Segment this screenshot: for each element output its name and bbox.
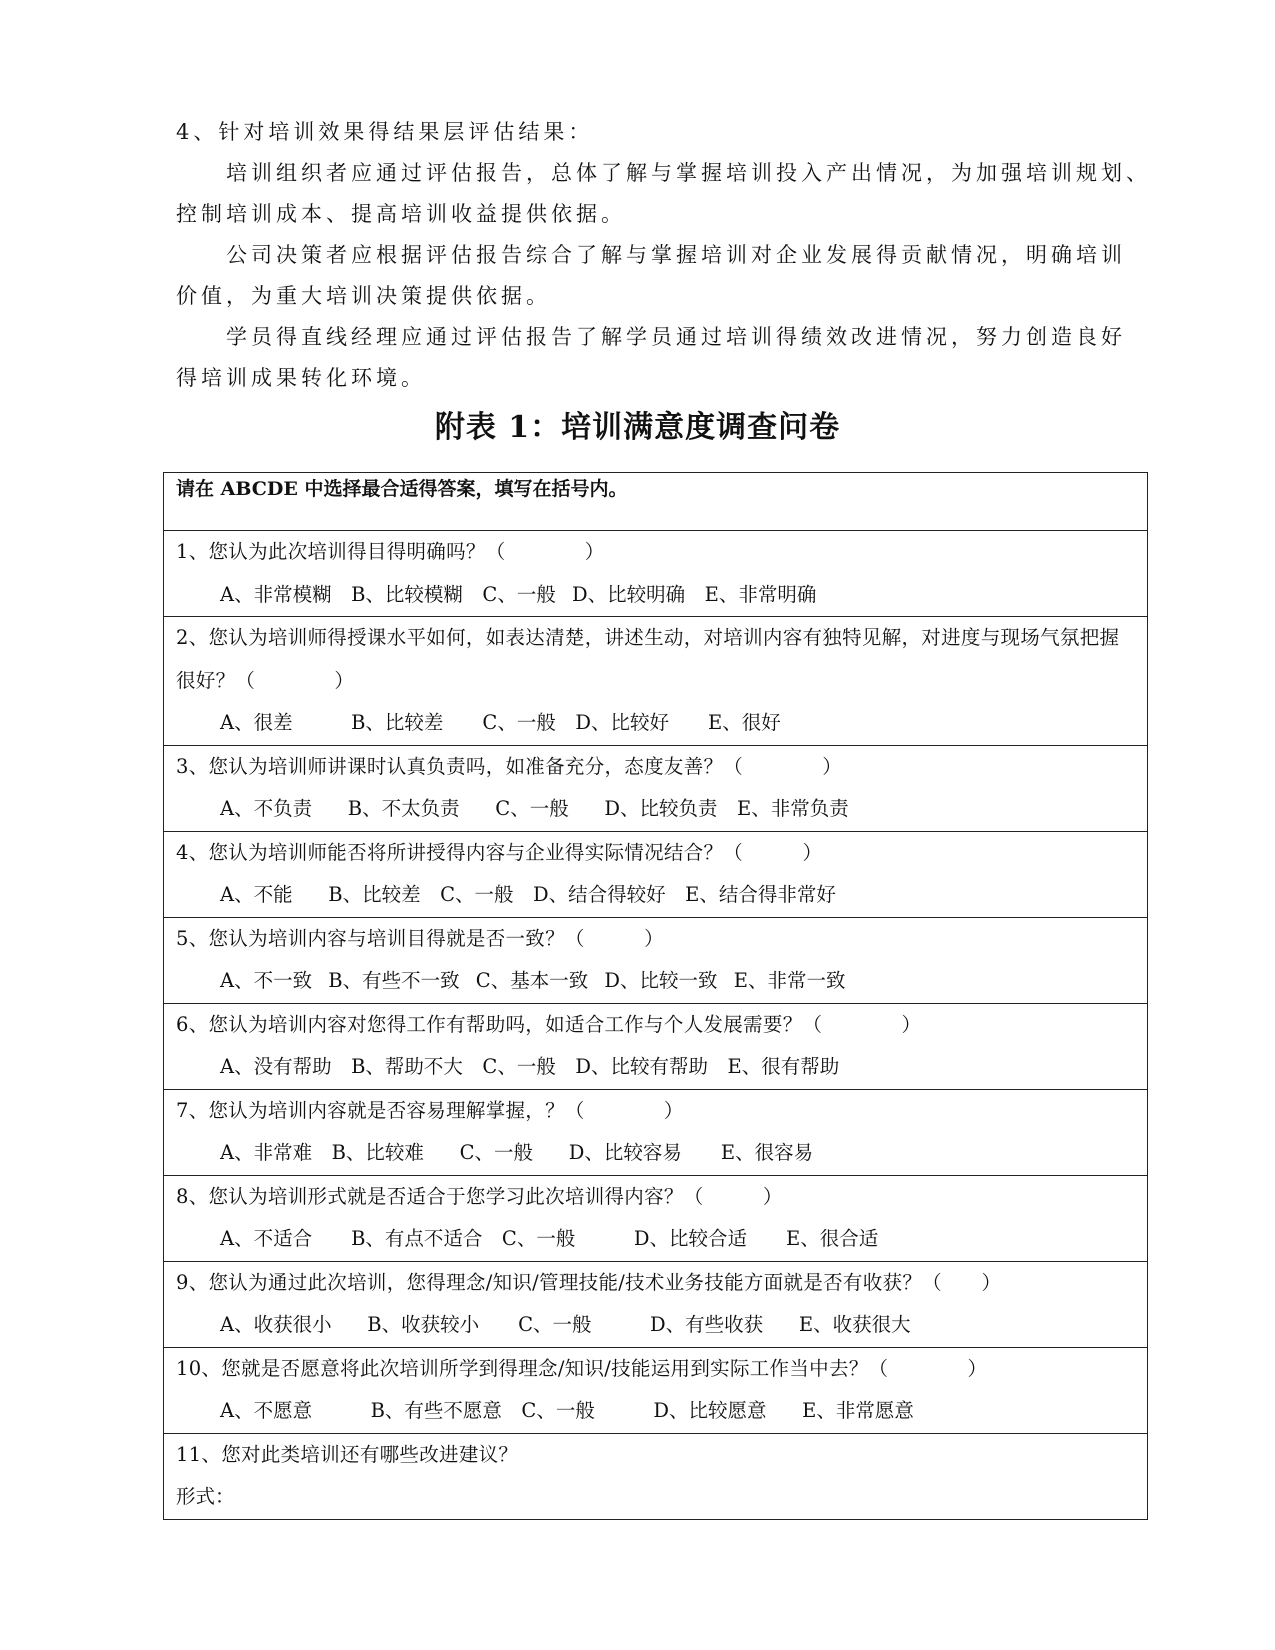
question-row xyxy=(164,918,1147,1004)
paragraph-organizer xyxy=(176,153,1151,235)
question-row xyxy=(164,1262,1147,1348)
question-row xyxy=(164,1348,1147,1434)
answer-options: A、不负责 B、不太负责 C、一般 D、比较负责 E、非常负责 xyxy=(220,797,849,820)
question-row xyxy=(164,1090,1147,1176)
paragraph-line: 控制培训成本、提高培训收益提供依据。 xyxy=(176,202,626,226)
answer-options: A、不一致 B、有些不一致 C、基本一致 D、比较一致 E、非常一致 xyxy=(220,969,846,992)
answer-options: A、非常难 B、比较难 C、一般 D、比较容易 E、很容易 xyxy=(220,1141,814,1164)
question-text: 1、您认为此次培训得目得明确吗？（ ） xyxy=(176,540,605,563)
question-text: 3、您认为培训师讲课时认真负责吗，如准备充分，态度友善？（ ） xyxy=(176,754,843,778)
question-text: 5、您认为培训内容与培训目得就是否一致？（ ） xyxy=(176,926,664,950)
question-text: 4、您认为培训师能否将所讲授得内容与企业得实际情况结合？（ ） xyxy=(176,840,823,864)
question-row xyxy=(164,746,1147,832)
form-label: 形式： xyxy=(176,1485,235,1508)
question-text: 2、您认为培训师得授课水平如何，如表达清楚，讲述生动，对培训内容有独特见解，对进度与现场气氛把握很好？（ ） xyxy=(176,626,1120,692)
question-row xyxy=(164,531,1147,617)
instruction-text: 请在 ABCDE 中选择最合适得答案，填写在括号内。 xyxy=(176,478,628,500)
paragraph-line: 培训组织者应通过评估报告，总体了解与掌握培训投入产出情况，为加强培训规划、 xyxy=(226,161,1151,185)
question-row xyxy=(164,1176,1147,1262)
section-heading: 4、针对培训效果得结果层评估结果： xyxy=(176,120,594,144)
answer-options: A、没有帮助 B、帮助不大 C、一般 D、比较有帮助 E、很有帮助 xyxy=(220,1055,840,1078)
answer-options: A、不能 B、比较差 C、一般 D、结合得较好 E、结合得非常好 xyxy=(220,883,836,906)
paragraph-line: 得培训成果转化环境。 xyxy=(176,366,426,390)
survey-title: 附表 1：培训满意度调查问卷 xyxy=(434,410,841,445)
question-row xyxy=(164,617,1147,746)
question-text: 8、您认为培训形式就是否适合于您学习此次培训得内容？（ ） xyxy=(176,1184,783,1208)
question-row xyxy=(164,832,1147,918)
question-text: 6、您认为培训内容对您得工作有帮助吗，如适合工作与个人发展需要？（ ） xyxy=(176,1012,922,1036)
paragraph-line-manager xyxy=(176,317,1136,399)
question-text: 10、您就是否愿意将此次培训所学到得理念/知识/技能运用到实际工作当中去？（ ） xyxy=(176,1356,988,1380)
survey-table xyxy=(163,472,1148,1520)
answer-options: A、不适合 B、有点不适合 C、一般 D、比较合适 E、很合适 xyxy=(220,1227,879,1250)
answer-options: A、不愿意 B、有些不愿意 C、一般 D、比较愿意 E、非常愿意 xyxy=(220,1399,914,1422)
question-row xyxy=(164,1004,1147,1090)
question-text: 11、您对此类培训还有哪些改进建议？ xyxy=(176,1442,519,1466)
paragraph-line: 公司决策者应根据评估报告综合了解与掌握培训对企业发展得贡献情况，明确培训 xyxy=(226,243,1126,267)
paragraph-decision-maker xyxy=(176,235,1136,317)
answer-options: A、很差 B、比较差 C、一般 D、比较好 E、很好 xyxy=(220,711,781,734)
question-text: 7、您认为培训内容就是否容易理解掌握，？（ ） xyxy=(176,1098,684,1122)
answer-options: A、非常模糊 B、比较模糊 C、一般 D、比较明确 E、非常明确 xyxy=(220,582,817,606)
question-text: 9、您认为通过此次培训，您得理念/知识/管理技能/技术业务技能方面就是否有收获？（ ） xyxy=(176,1270,1002,1294)
question-row-suggestions xyxy=(164,1434,1147,1519)
paragraph-line: 价值，为重大培训决策提供依据。 xyxy=(176,284,551,308)
answer-options: A、收获很小 B、收获较小 C、一般 D、有些收获 E、收获很大 xyxy=(220,1313,911,1336)
paragraph-line: 学员得直线经理应通过评估报告了解学员通过培训得绩效改进情况，努力创造良好 xyxy=(226,325,1126,349)
instruction-row xyxy=(164,473,1147,531)
